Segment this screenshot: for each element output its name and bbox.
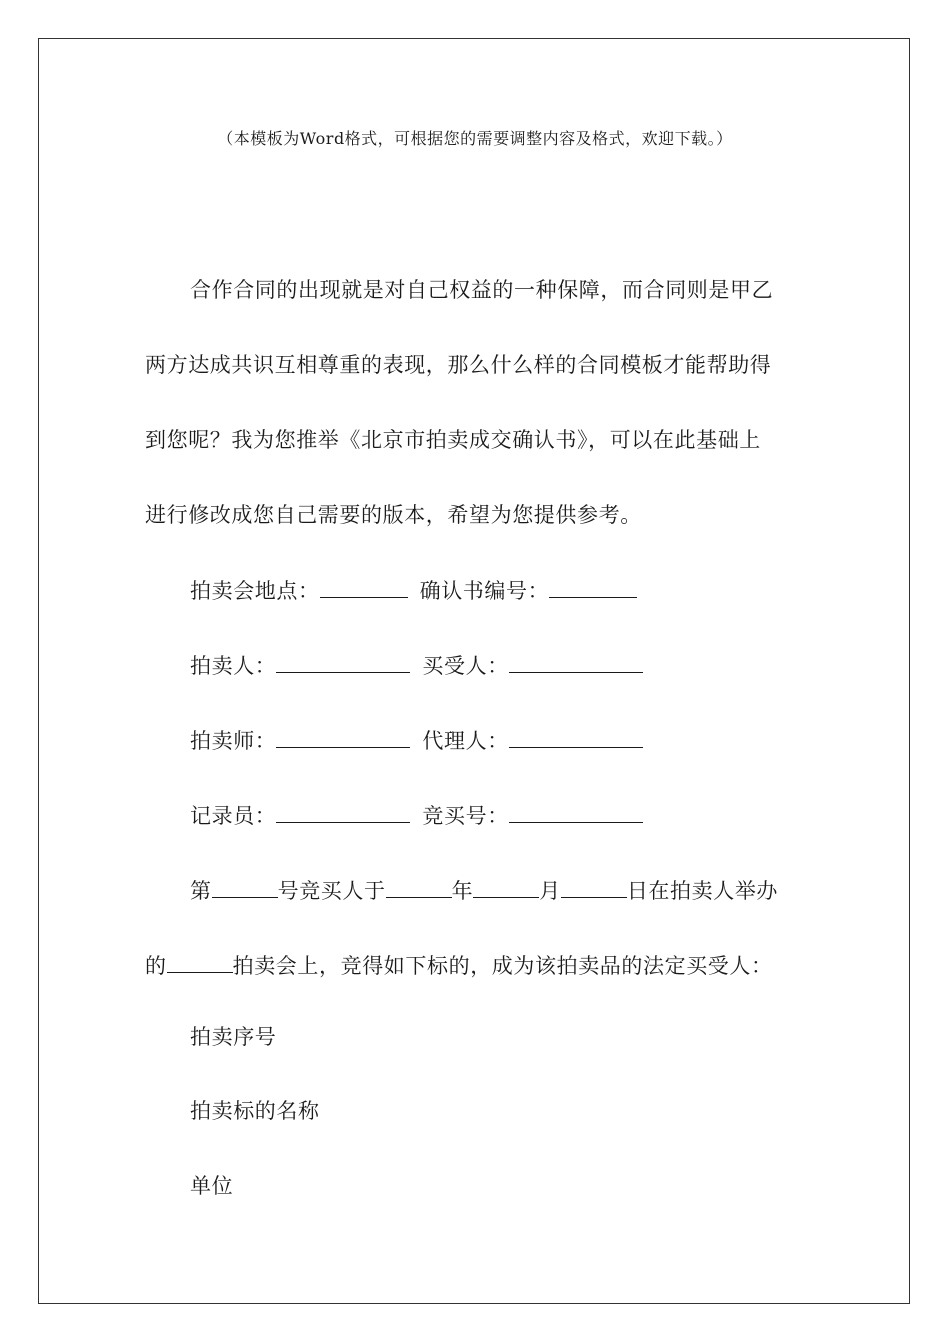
confirmation-no-blank xyxy=(549,575,637,598)
intro-line-2: 两方达成共识互相尊重的表现，那么什么样的合同模板才能帮助得 xyxy=(145,353,772,377)
buyer-blank xyxy=(509,650,643,673)
intro-line-4: 进行修改成您自己需要的版本，希望为您提供参考。 xyxy=(145,503,642,527)
agent-blank xyxy=(509,725,643,748)
field-row-auctioneer xyxy=(190,650,643,681)
day-blank xyxy=(561,875,627,898)
buyer-label: 买受人： xyxy=(422,654,509,678)
statement-text-7: 拍卖会上，竞得如下标的，成为该拍卖品的法定买受人： xyxy=(232,954,773,978)
location-label: 拍卖会地点： xyxy=(190,579,320,603)
statement-text-3: 年 xyxy=(451,879,474,903)
auction-master-blank xyxy=(276,725,410,748)
statement-line-2 xyxy=(145,950,773,981)
year-blank xyxy=(386,875,452,898)
auction-name-blank xyxy=(167,950,233,973)
auctioneer-label: 拍卖人： xyxy=(190,654,277,678)
bidder-no-blank xyxy=(212,875,278,898)
statement-line-1 xyxy=(190,875,778,906)
recorder-label: 记录员： xyxy=(190,804,277,828)
recorder-blank xyxy=(276,800,410,823)
table-item-unit: 单位 xyxy=(190,1174,234,1198)
field-row-recorder xyxy=(190,800,643,831)
agent-label: 代理人： xyxy=(422,729,509,753)
confirmation-no-label: 确认书编号： xyxy=(419,579,550,603)
location-blank xyxy=(320,575,408,598)
statement-text-5: 日在拍卖人举办 xyxy=(626,879,779,903)
auction-master-label: 拍卖师： xyxy=(190,729,277,753)
statement-text-2: 号竞买人于 xyxy=(277,879,386,903)
month-blank xyxy=(473,875,539,898)
table-item-name: 拍卖标的名称 xyxy=(190,1099,320,1123)
bid-no-label: 竞买号： xyxy=(422,804,509,828)
field-row-location xyxy=(190,575,637,606)
auctioneer-blank xyxy=(276,650,410,673)
statement-text-4: 月 xyxy=(539,879,561,903)
table-item-serial: 拍卖序号 xyxy=(190,1025,277,1049)
statement-text-1: 第 xyxy=(190,879,212,903)
statement-text-6: 的 xyxy=(145,954,167,978)
field-row-auction-master xyxy=(190,725,643,756)
intro-line-1: 合作合同的出现就是对自己权益的一种保障，而合同则是甲乙 xyxy=(190,278,774,302)
intro-line-3: 到您呢？我为您推举《北京市拍卖成交确认书》，可以在此基础上 xyxy=(145,428,761,452)
template-note: （本模板为Word格式，可根据您的需要调整内容及格式，欢迎下载。） xyxy=(217,129,733,148)
bid-no-blank xyxy=(509,800,643,823)
